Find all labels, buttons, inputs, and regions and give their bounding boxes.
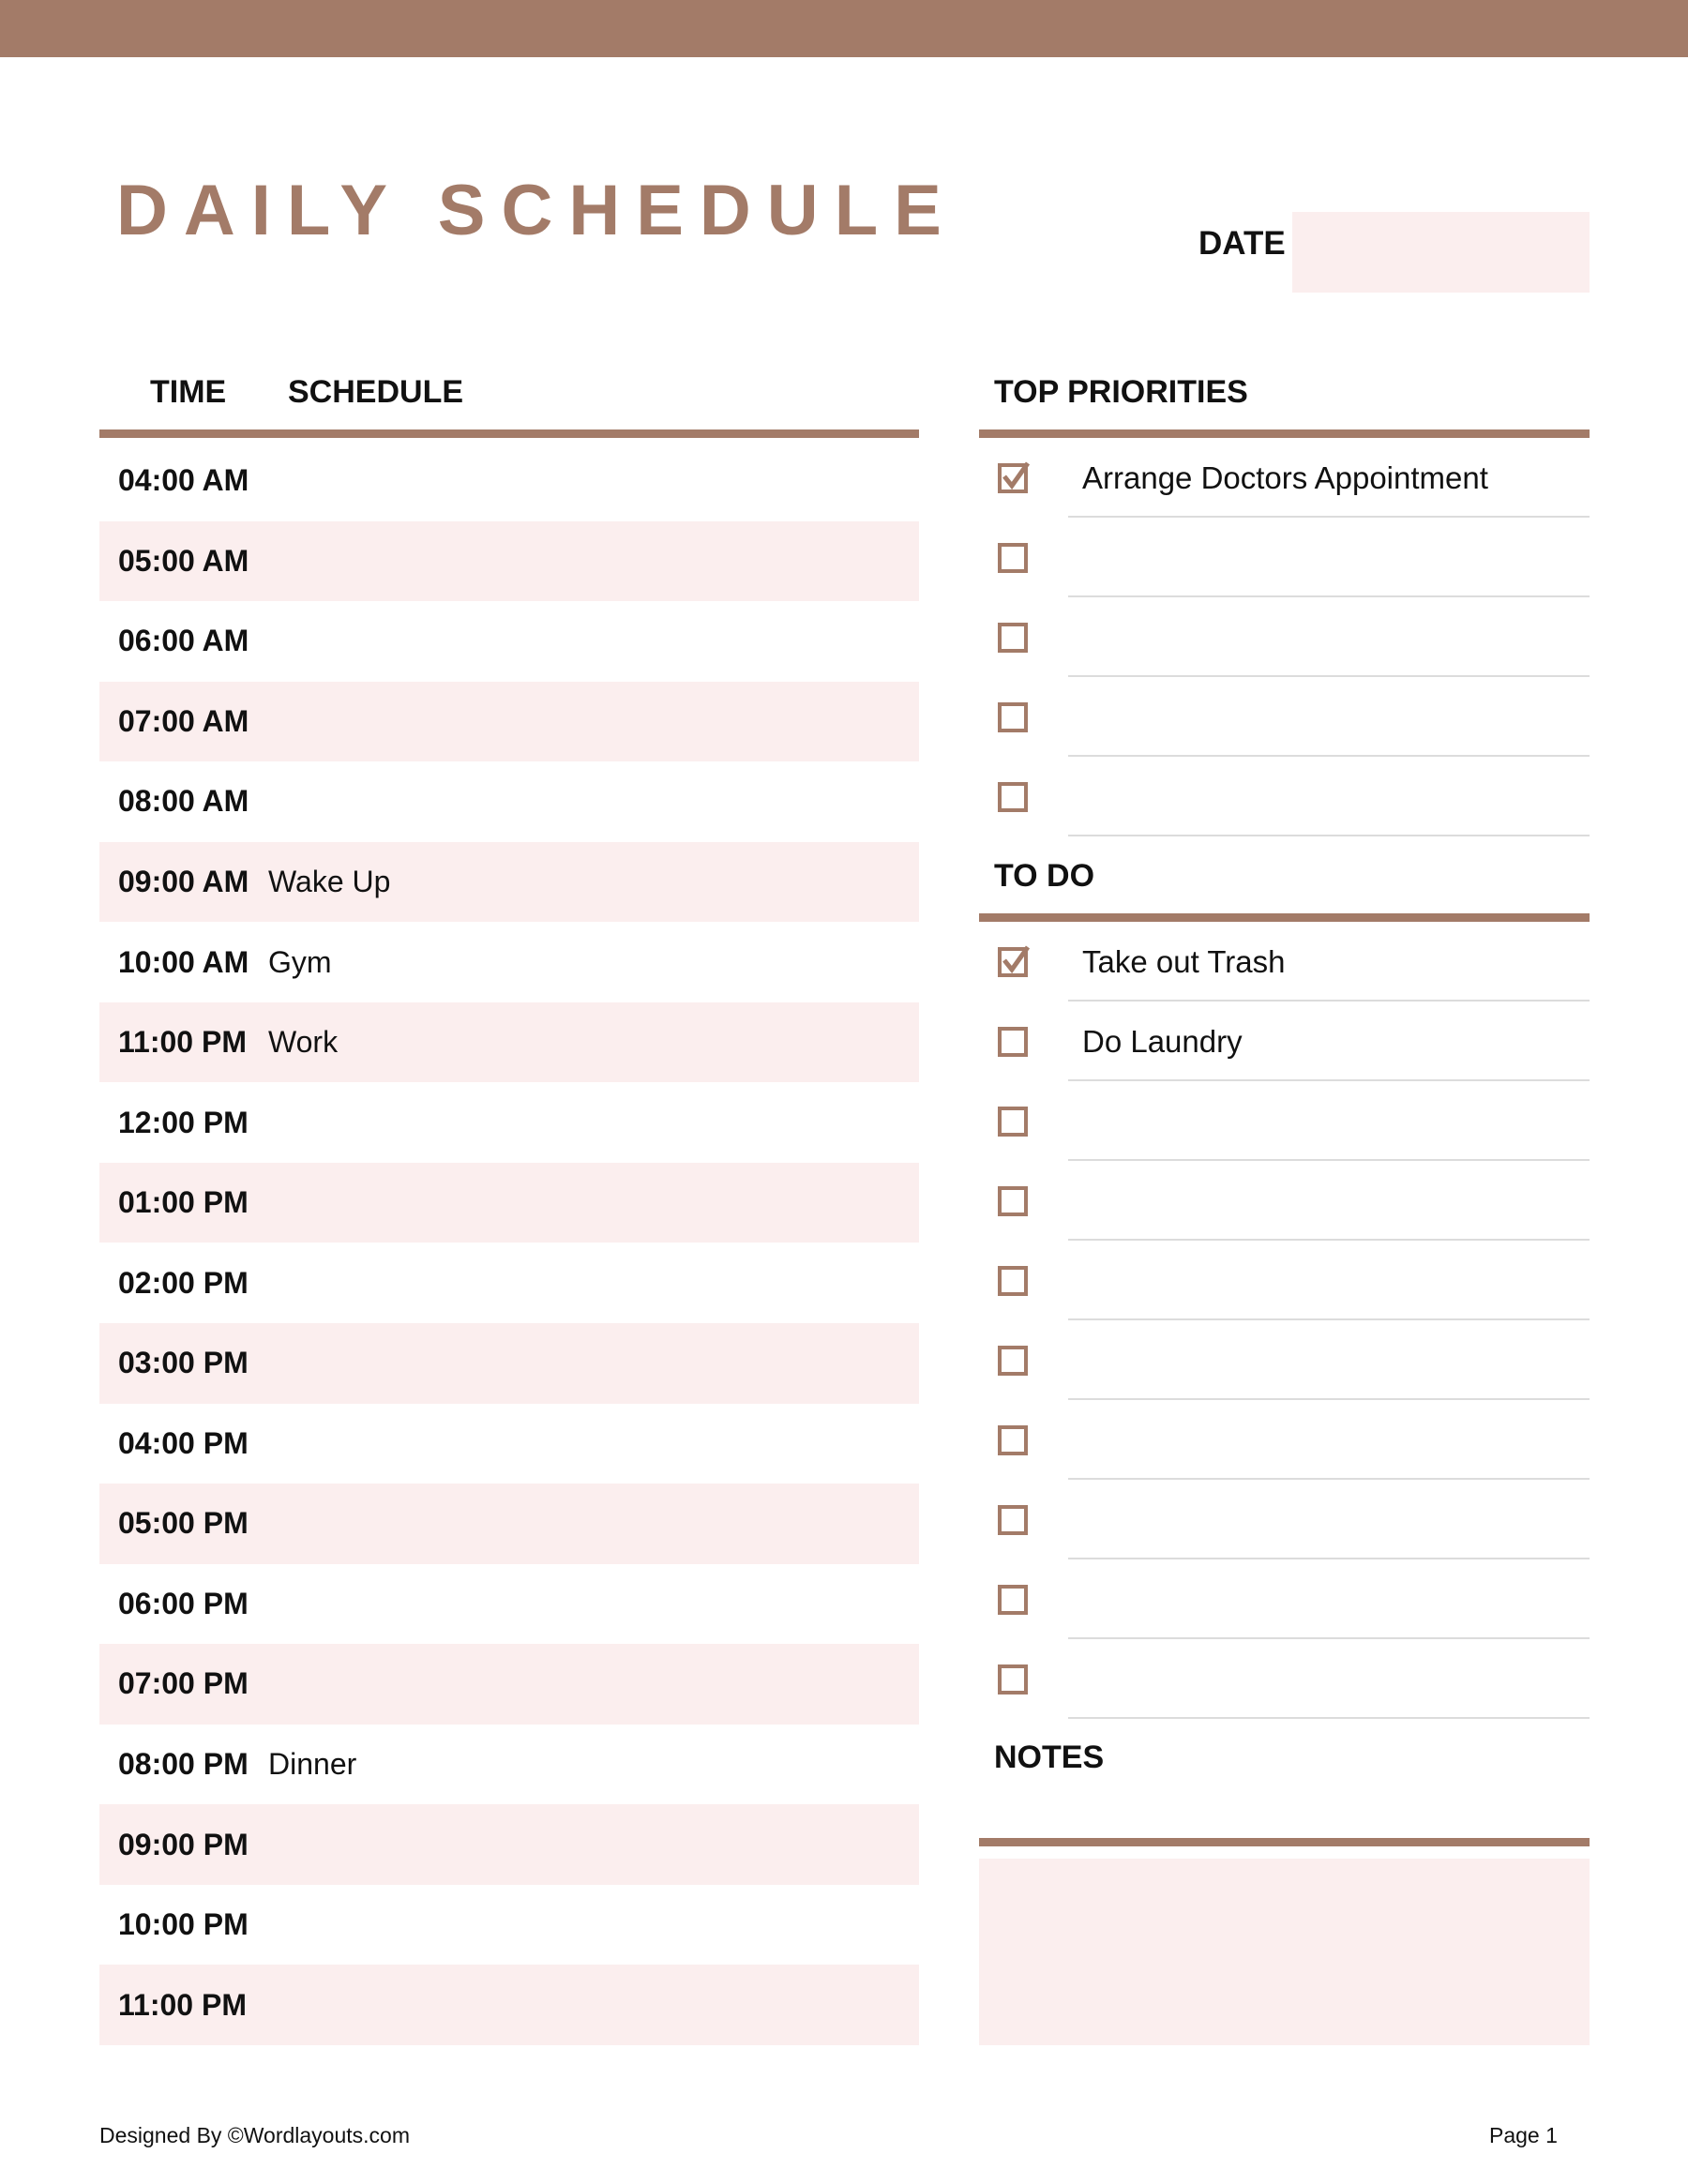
notes-area[interactable] <box>979 1859 1590 2045</box>
time-label: 04:00 PM <box>118 1425 249 1460</box>
notes-header: NOTES <box>994 1740 1105 1775</box>
priority-item <box>979 677 1590 757</box>
checkbox[interactable] <box>998 1027 1028 1057</box>
time-label: 11:00 PM <box>118 1025 247 1060</box>
todo-item <box>979 1639 1590 1719</box>
page-number: Page 1 <box>1489 2123 1558 2147</box>
todo-item <box>979 922 1590 1002</box>
priority-item <box>979 757 1590 836</box>
todo-item <box>979 1480 1590 1559</box>
time-label: 09:00 AM <box>118 865 249 898</box>
checkbox-checked[interactable] <box>998 463 1028 493</box>
todo-item <box>979 1320 1590 1400</box>
time-label: 10:00 AM <box>118 944 249 979</box>
schedule-row[interactable] <box>99 1002 919 1083</box>
schedule-row[interactable] <box>99 842 919 923</box>
schedule-row[interactable] <box>99 922 919 1002</box>
divider <box>1068 835 1590 836</box>
checkbox[interactable] <box>998 1346 1028 1376</box>
todo-header-rule <box>979 913 1590 922</box>
todo-item <box>979 1081 1590 1161</box>
checkbox-checked[interactable] <box>998 947 1028 977</box>
schedule-entry[interactable]: Gym <box>268 944 332 979</box>
divider <box>1068 1717 1590 1719</box>
schedule-row[interactable] <box>99 1082 919 1163</box>
checkbox[interactable] <box>998 543 1028 573</box>
checkbox[interactable] <box>998 1505 1028 1535</box>
time-column-header: TIME <box>150 374 227 410</box>
checkbox[interactable] <box>998 1425 1028 1455</box>
top-accent-bar <box>0 0 1688 57</box>
schedule-row[interactable] <box>99 1885 919 1966</box>
time-label: 11:00 PM <box>118 1987 247 2022</box>
schedule-entry[interactable]: Dinner <box>268 1747 357 1782</box>
todo-list <box>979 922 1590 1719</box>
checkmark-icon <box>1000 461 1030 491</box>
todo-header: TO DO <box>994 858 1095 894</box>
time-label: 07:00 PM <box>118 1666 249 1701</box>
time-label: 12:00 PM <box>118 1105 249 1139</box>
time-label: 06:00 AM <box>118 624 249 658</box>
todo-item <box>979 1241 1590 1320</box>
todo-item <box>979 1400 1590 1480</box>
schedule-entry[interactable]: Wake Up <box>268 865 391 898</box>
priority-text[interactable]: Arrange Doctors Appointment <box>1082 460 1488 495</box>
checkbox[interactable] <box>998 702 1028 732</box>
footer-credit: Designed By ©Wordlayouts.com <box>99 2123 410 2147</box>
schedule-column-header: SCHEDULE <box>288 374 464 410</box>
page-title: DAILY SCHEDULE <box>116 171 957 250</box>
schedule-row[interactable] <box>99 1725 919 1805</box>
time-label: 08:00 PM <box>118 1747 249 1782</box>
schedule-row[interactable] <box>99 1965 919 2045</box>
time-label: 03:00 PM <box>118 1346 249 1380</box>
todo-item <box>979 1002 1590 1081</box>
todo-text[interactable]: Do Laundry <box>1082 1024 1243 1059</box>
checkbox[interactable] <box>998 1585 1028 1615</box>
time-label: 02:00 PM <box>118 1265 249 1300</box>
time-label: 04:00 AM <box>118 463 249 498</box>
priorities-header-rule <box>979 429 1590 438</box>
schedule-header-rule <box>99 429 919 438</box>
schedule-row[interactable] <box>99 1404 919 1484</box>
priority-item <box>979 597 1590 677</box>
schedule-table <box>99 441 919 2045</box>
schedule-row[interactable] <box>99 601 919 682</box>
schedule-row[interactable] <box>99 1243 919 1323</box>
notes-header-rule <box>979 1838 1590 1846</box>
checkbox[interactable] <box>998 782 1028 812</box>
schedule-row[interactable] <box>99 1644 919 1725</box>
todo-item <box>979 1161 1590 1241</box>
todo-text[interactable]: Take out Trash <box>1082 944 1286 979</box>
time-label: 07:00 AM <box>118 703 249 738</box>
checkmark-icon <box>1000 945 1030 975</box>
checkbox[interactable] <box>998 1664 1028 1694</box>
schedule-row[interactable] <box>99 1323 919 1404</box>
schedule-row[interactable] <box>99 761 919 842</box>
time-label: 06:00 PM <box>118 1586 249 1620</box>
priority-item <box>979 438 1590 518</box>
schedule-row[interactable] <box>99 682 919 762</box>
time-label: 10:00 PM <box>118 1907 249 1942</box>
checkbox[interactable] <box>998 1107 1028 1137</box>
time-label: 01:00 PM <box>118 1185 249 1220</box>
schedule-row[interactable] <box>99 1484 919 1564</box>
priority-item <box>979 518 1590 597</box>
checkbox[interactable] <box>998 623 1028 653</box>
checkbox[interactable] <box>998 1266 1028 1296</box>
schedule-row[interactable] <box>99 1564 919 1645</box>
schedule-row[interactable] <box>99 521 919 602</box>
date-label: DATE <box>1198 225 1286 262</box>
todo-item <box>979 1559 1590 1639</box>
time-label: 09:00 PM <box>118 1827 249 1861</box>
time-label: 05:00 AM <box>118 543 249 578</box>
checkbox[interactable] <box>998 1186 1028 1216</box>
time-label: 05:00 PM <box>118 1506 249 1541</box>
schedule-row[interactable] <box>99 441 919 521</box>
priorities-header: TOP PRIORITIES <box>994 374 1248 410</box>
date-field[interactable] <box>1292 212 1590 293</box>
priorities-list <box>979 438 1590 836</box>
schedule-row[interactable] <box>99 1163 919 1243</box>
schedule-entry[interactable]: Work <box>268 1025 339 1060</box>
time-label: 08:00 AM <box>118 784 249 819</box>
schedule-row[interactable] <box>99 1804 919 1885</box>
